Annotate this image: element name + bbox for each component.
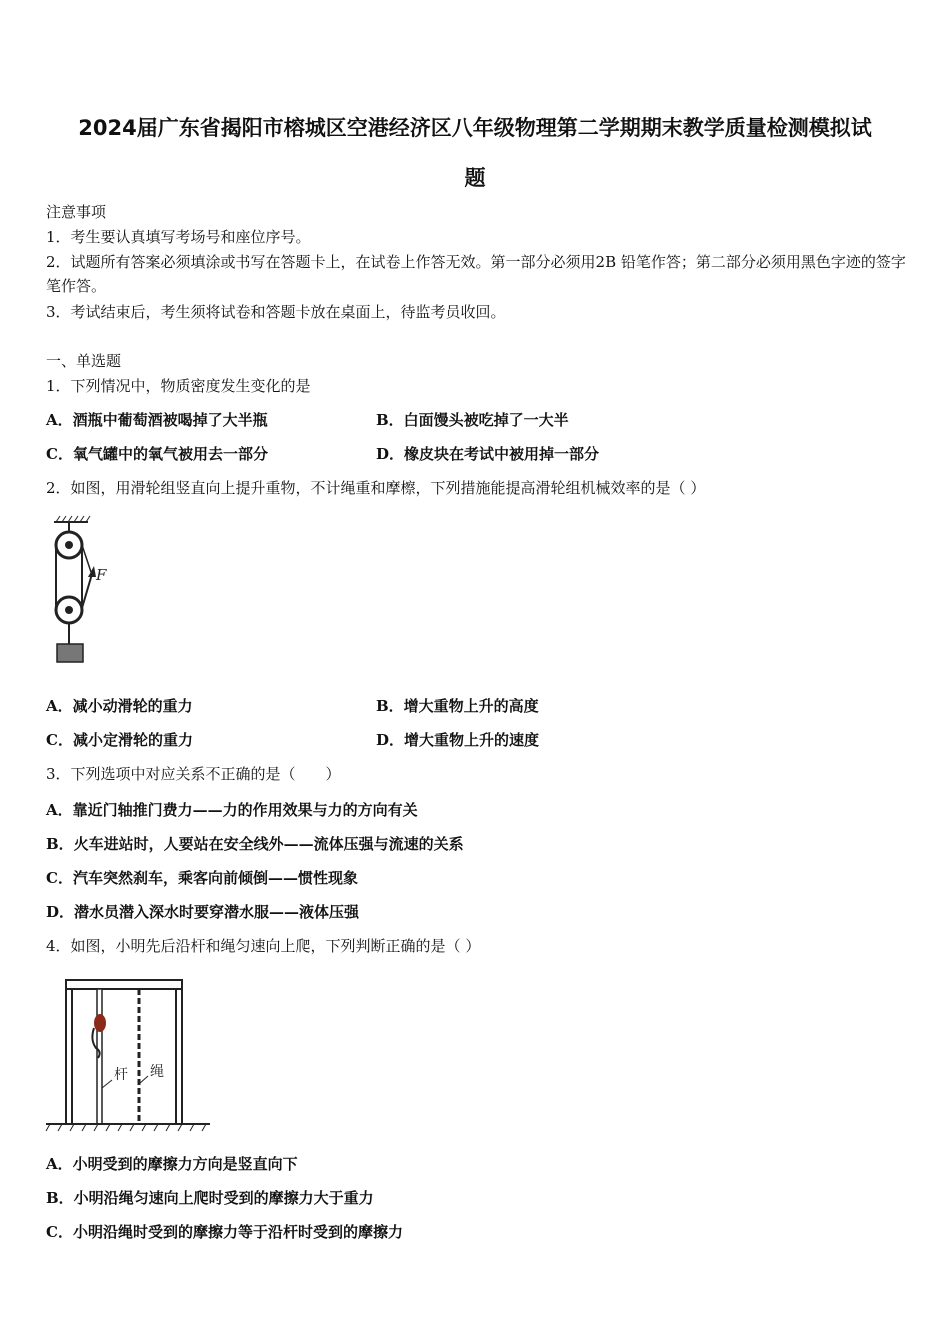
- force-arrow-icon: [82, 574, 92, 608]
- notes-item-3: 3．考试结束后，考生须将试卷和答题卡放在桌面上，待监考员收回。: [46, 303, 506, 321]
- q1-option-a: A．酒瓶中葡萄酒被喝掉了大半瓶: [46, 411, 268, 429]
- movable-pulley-icon: [56, 597, 82, 623]
- section-heading: 一、单选题: [46, 352, 122, 370]
- pulley-figure: [48, 514, 128, 666]
- weight-block: [57, 644, 83, 662]
- q1-option-b: B．白面馒头被吃掉了一大半: [376, 411, 569, 429]
- q2-option-b: B．增大重物上升的高度: [376, 697, 539, 715]
- rope-label: 绳: [150, 1064, 164, 1080]
- q4-option-c: C．小明沿绳时受到的摩擦力等于沿杆时受到的摩擦力: [46, 1223, 403, 1241]
- q4-stem: 4．如图，小明先后沿杆和绳匀速向上爬，下列判断正确的是（ ）: [46, 937, 481, 955]
- frame-left-post: [66, 980, 72, 1124]
- ground-hatch: [46, 1124, 206, 1131]
- q1-stem: 1．下列情况中，物质密度发生变化的是: [46, 377, 311, 395]
- q4-option-a: A．小明受到的摩擦力方向是竖直向下: [46, 1155, 298, 1173]
- q1-option-d: D．橡皮块在考试中被用掉一部分: [376, 445, 600, 463]
- notes-item-2: 2．试题所有答案必须填涂或书写在答题卡上，在试卷上作答无效。第一部分必须用2B 铅笔作答；第二部分必须用黑色字迹的签字笔作答。: [46, 253, 906, 295]
- pole-rope-figure: [44, 976, 214, 1136]
- q2-option-a: A．减小动滑轮的重力: [46, 697, 193, 715]
- q2-stem: 2．如图，用滑轮组竖直向上提升重物，不计绳重和摩檫，下列措施能提高滑轮组机械效率的是（ ）: [46, 479, 706, 497]
- q3-option-d: D．潜水员潜入深水时要穿潜水服——液体压强: [46, 903, 360, 921]
- q3-option-b: B．火车进站时，人要站在安全线外——流体压强与流速的关系: [46, 835, 464, 853]
- fixed-pulley-icon: [56, 532, 82, 558]
- exam-title-line1: 2024届广东省揭阳市榕城区空港经济区八年级物理第二学期期末教学质量检测模拟试: [78, 116, 872, 140]
- q1-option-c: C．氧气罐中的氧气被用去一部分: [46, 445, 268, 463]
- q3-option-a: A．靠近门轴推门费力——力的作用效果与力的方向有关: [46, 801, 418, 819]
- notes-heading: 注意事项: [46, 203, 107, 221]
- q3-stem: 3．下列选项中对应关系不正确的是（ ）: [46, 765, 341, 783]
- pole-label: 杆: [114, 1067, 128, 1083]
- exam-title-line2: 题: [464, 166, 486, 190]
- notes-item-1: 1．考生要认真填写考场号和座位序号。: [46, 228, 311, 246]
- frame-top-beam: [66, 980, 182, 989]
- frame-right-post: [176, 980, 182, 1124]
- force-label: F: [96, 566, 107, 584]
- q3-option-c: C．汽车突然刹车，乘客向前倾倒——惯性现象: [46, 869, 358, 887]
- q2-option-c: C．减小定滑轮的重力: [46, 731, 193, 749]
- q2-option-d: D．增大重物上升的速度: [376, 731, 540, 749]
- q4-option-b: B．小明沿绳匀速向上爬时受到的摩擦力大于重力: [46, 1189, 374, 1207]
